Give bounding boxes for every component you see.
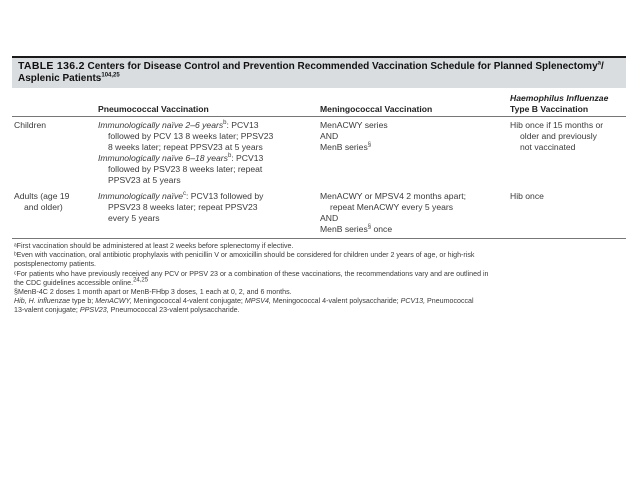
title-reference-mark: 104,25: [101, 72, 120, 79]
table-title-line1: Centers for Disease Control and Prevention Recommended Vaccination Schedule for Planned Splenectomy: [87, 61, 598, 72]
abbreviation-term: PPSV23,: [79, 306, 109, 315]
header-meningococcal: Meningococcal Vaccination: [320, 103, 433, 114]
cell-pneumococcal: [98, 191, 320, 235]
group-label: and older): [24, 202, 63, 212]
pneumo-line: followed by PCV 13 8 weeks later; PPSV23: [108, 131, 274, 141]
pneumo-text: : PCV13 followed by: [186, 191, 264, 201]
title-slash: /: [600, 61, 604, 72]
cell-group: [12, 120, 98, 186]
cell-hib: [510, 120, 626, 186]
footnote-mark: b: [227, 153, 232, 160]
footnote: ᵇEven with vaccination, oral antibiotic prophylaxis with penicillin V or amoxicillin should be considered for children under 2 years of age, or high-risk: [14, 251, 475, 260]
hib-line: Hib once if 15 months or: [510, 120, 604, 130]
naive-age-label: Immunologically naïve 6–18 years: [98, 153, 228, 163]
header-group: [12, 93, 98, 114]
header-hib-line1: Haemophilus Influenzae: [510, 93, 609, 103]
abbreviation-term: Hib,: [14, 297, 27, 306]
table-footnotes: [12, 239, 626, 316]
header-hib-line2: Type B Vaccination: [510, 103, 589, 114]
reference-mark: 24,25: [133, 277, 149, 284]
pneumo-line: every 5 years: [108, 213, 160, 223]
pneumo-line: [98, 153, 320, 164]
table-label: TABLE 136.2: [18, 60, 85, 72]
footnote: §MenB-4C 2 doses 1 month apart or MenB-FHbp 3 doses, 1 each at 0, 2, and 6 months.: [14, 288, 292, 297]
header-pneumococcal: Pneumococcal Vaccination: [98, 103, 209, 114]
abbreviation-term: MenACWY,: [95, 297, 132, 306]
abbreviation-term: MPSV4,: [244, 297, 271, 306]
naive-label: Immunologically naïve: [98, 191, 184, 201]
table-title: [12, 56, 626, 88]
mening-line: AND: [320, 131, 339, 141]
mening-line: repeat MenACWY every 5 years: [330, 202, 454, 212]
naive-age-label: Immunologically naïve 2–6 years: [98, 120, 224, 130]
footnote: postsplenectomy patients.: [14, 260, 97, 269]
mening-text: once: [371, 224, 393, 234]
pneumo-line: 8 weeks later; repeat PPSV23 at 5 years: [108, 142, 263, 152]
abbreviation-term: PCV13,: [400, 297, 426, 306]
header-hib: [510, 93, 626, 114]
mening-text: MenB series: [320, 224, 368, 234]
mening-line: MenACWY series: [320, 120, 388, 130]
abbreviation-text: Meningococcal 4-valent polysaccharide;: [270, 297, 401, 306]
abbreviation-text: 13-valent conjugate;: [14, 306, 80, 315]
cell-hib: [510, 191, 626, 235]
cell-meningococcal: [320, 191, 510, 235]
pneumo-line: [98, 120, 320, 131]
title-footnote-mark: a: [597, 60, 601, 67]
footnote-mark: c: [183, 191, 187, 198]
table-row-adults: [12, 188, 626, 239]
pneumo-line: followed by PSV23 8 weeks later; repeat: [108, 164, 263, 174]
hib-line: older and previously: [520, 131, 597, 141]
table-title-line2: Asplenic Patients: [18, 73, 102, 84]
cell-group: [12, 191, 98, 235]
group-label: Children: [14, 120, 47, 130]
mening-line: AND: [320, 213, 339, 223]
footnote: ᵃFirst vaccination should be administered at least 2 weeks before splenectomy if elective.: [14, 242, 294, 250]
cell-pneumococcal: [98, 120, 320, 186]
table-row-children: [12, 117, 626, 188]
abbreviation-text: Pneumococcal 23-valent polysaccharide.: [108, 306, 240, 315]
table-header-row: [12, 88, 626, 117]
mening-line: [320, 142, 510, 153]
pneumo-line: PPSV23 8 weeks later; repeat PPSV23: [108, 202, 258, 212]
footnote: [14, 279, 626, 288]
footnote-text: the CDC guidelines accessible online.: [14, 278, 134, 287]
abbreviation-text: type b;: [70, 297, 96, 306]
group-label: Adults (age 19: [14, 191, 70, 201]
mening-line: [320, 224, 510, 235]
mening-text: MenB series: [320, 142, 368, 152]
abbreviation-term: H. influenzae: [28, 297, 71, 306]
cell-meningococcal: [320, 120, 510, 186]
hib-line: not vaccinated: [520, 142, 576, 152]
pneumo-text: : PCV13: [226, 120, 259, 130]
vaccination-table: [12, 56, 626, 316]
abbreviation-text: Meningococcal 4-valent conjugate;: [131, 297, 245, 306]
hib-line: Hib once: [510, 191, 544, 201]
abbreviations-line: [14, 297, 626, 306]
abbreviations-line: [14, 306, 626, 315]
footnote: ᶜFor patients who have previously received any PCV or PPSV 23 or a combination of these vaccinations, the recommendations vary and are outlined in: [14, 269, 489, 278]
footnote-mark: b: [223, 120, 227, 127]
mening-line: MenACWY or MPSV4 2 months apart;: [320, 191, 466, 201]
pneumo-line: PPSV23 at 5 years: [108, 175, 181, 185]
footnote-mark: §: [367, 224, 372, 231]
abbreviation-text: Pneumococcal: [425, 297, 474, 306]
footnote-mark: §: [367, 142, 372, 149]
pneumo-text: : PCV13: [231, 153, 264, 163]
pneumo-line: [98, 191, 320, 202]
